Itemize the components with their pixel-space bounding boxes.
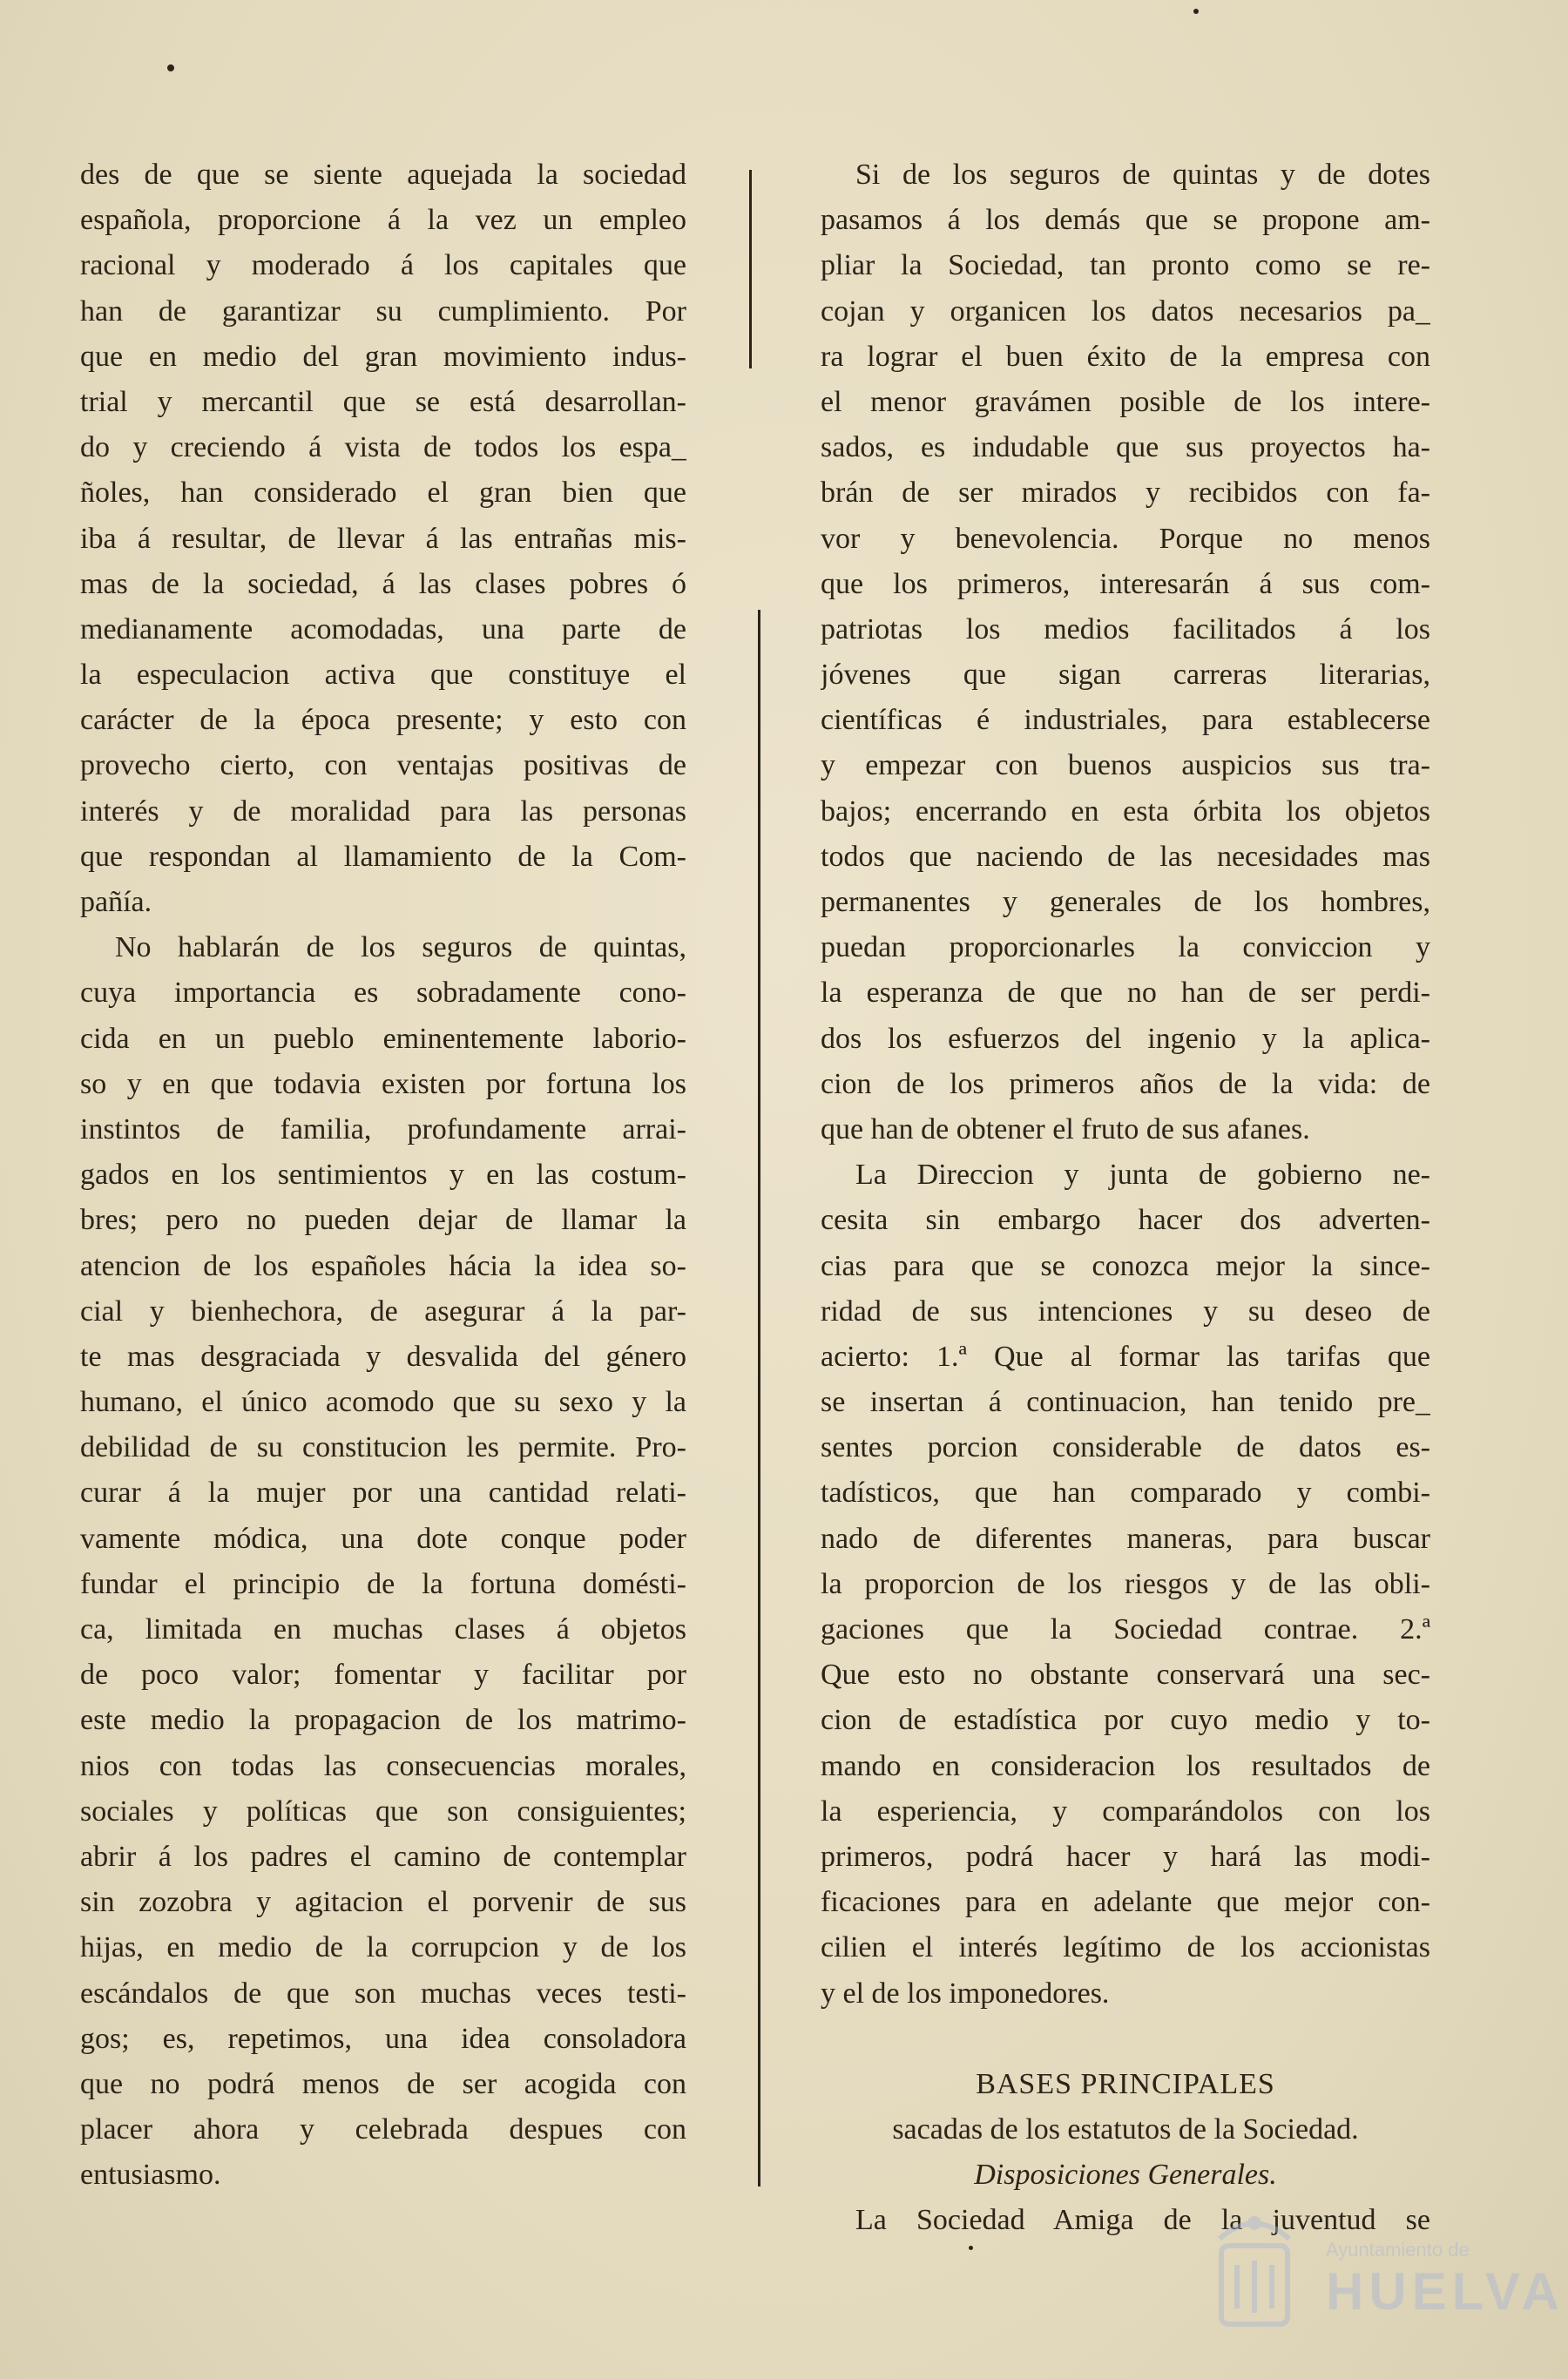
ink-speck — [167, 64, 174, 71]
text-line: bres; pero no pueden dejar de llamar la — [80, 1204, 686, 1237]
text-line: bajos; encerrando en esta órbita los objetos — [821, 794, 1430, 828]
text-line: so y en que todavia existen por fortuna los — [80, 1067, 686, 1100]
text-line: cion de estadística por cuyo medio y to- — [821, 1704, 1430, 1737]
text-line: y empezar con buenos auspicios sus tra- — [821, 749, 1430, 782]
text-line: pasamos á los demás que se propone am- — [821, 204, 1430, 237]
text-line: han de garantizar su cumplimiento. Por — [80, 294, 686, 328]
text-line: curar á la mujer por una cantidad relati- — [80, 1477, 686, 1510]
text-line: nios con todas las consecuencias morales, — [80, 1749, 686, 1782]
text-line: ficaciones para en adelante que mejor con- — [821, 1886, 1430, 1919]
text-line: cias para que se conozca mejor la since- — [821, 1249, 1430, 1282]
city-crest-icon — [1202, 2204, 1307, 2343]
text-line: y el de los imponedores. — [821, 1977, 1110, 2010]
text-line: ca, limitada en muchas clases á objetos — [80, 1613, 686, 1646]
text-line: este medio la propagacion de los matrimo- — [80, 1704, 686, 1737]
text-line: escándalos de que son muchas veces testi- — [80, 1977, 686, 2010]
text-line: española, proporcione á la vez un empleo — [80, 204, 686, 237]
watermark — [1202, 2204, 1565, 2343]
text-line: cion de los primeros años de la vida: de — [821, 1067, 1430, 1100]
text-line: vamente módica, una dote conque poder — [80, 1522, 686, 1555]
text-line: interés y de moralidad para las personas — [80, 794, 686, 828]
text-line: dos los esfuerzos del ingenio y la aplica- — [821, 1022, 1430, 1055]
text-line: trial y mercantil que se está desarrollan- — [80, 385, 686, 418]
watermark-line2: HUELVA — [1326, 2262, 1565, 2321]
text-line: gaciones que la Sociedad contrae. 2.ª — [821, 1613, 1430, 1646]
text-line: mando en consideracion los resultados de — [821, 1749, 1430, 1782]
text-line: que han de obtener el fruto de sus afanes. — [821, 1112, 1310, 1146]
text-line: el menor gravámen posible de los intere- — [821, 385, 1430, 418]
text-line: gos; es, repetimos, una idea consoladora — [80, 2022, 686, 2055]
section-heading: BASES PRINCIPALES — [976, 2067, 1275, 2100]
text-line: sociales y políticas que son consiguientes; — [80, 1794, 686, 1828]
text-line: pañía. — [80, 886, 152, 918]
text-line: brán de ser mirados y recibidos con fa- — [821, 476, 1430, 510]
text-line: placer ahora y celebrada despues con — [80, 2113, 686, 2146]
text-line: pliar la Sociedad, tan pronto como se re- — [821, 249, 1430, 282]
text-line: sentes porcion considerable de datos es- — [821, 1431, 1430, 1464]
text-line: humano, el único acomodo que su sexo y la — [80, 1386, 686, 1419]
left-text-column — [80, 152, 686, 2198]
text-line: todos que naciendo de las necesidades mas — [821, 840, 1430, 873]
text-line: sacadas de los estatutos de la Sociedad. — [892, 2113, 1359, 2146]
text-line: la especulacion activa que constituye el — [80, 659, 686, 692]
text-line: instintos de familia, profundamente arrai- — [80, 1112, 686, 1146]
text-line: atencion de los españoles hácia la idea so- — [80, 1249, 686, 1282]
text-line: que los primeros, interesarán á sus com- — [821, 567, 1430, 600]
text-line: primeros, podrá hacer y hará las modi- — [821, 1840, 1430, 1873]
text-line: sados, es indudable que sus proyectos ha- — [821, 431, 1430, 464]
text-line: cuya importancia es sobradamente cono- — [80, 977, 686, 1010]
text-line: cida en un pueblo eminentemente laborio- — [80, 1022, 686, 1055]
text-line: medianamente acomodadas, una parte de — [80, 612, 686, 645]
text-line: la esperiencia, y comparándolos con los — [821, 1794, 1430, 1828]
text-line: ridad de sus intenciones y su deseo de — [821, 1294, 1430, 1328]
text-line: ñoles, han considerado el gran bien que — [80, 476, 686, 510]
text-line: abrir á los padres el camino de contemplar — [80, 1840, 686, 1873]
text-line: te mas desgraciada y desvalida del género — [80, 1340, 686, 1373]
text-line: patriotas los medios facilitados á los — [821, 612, 1430, 645]
text-line: Que esto no obstante conservará una sec- — [821, 1659, 1430, 1692]
text-line: entusiasmo. — [80, 2159, 221, 2192]
text-line: Si de los seguros de quintas y de dotes — [855, 159, 1430, 191]
ink-speck — [969, 2246, 973, 2250]
text-line: sin zozobra y agitacion el porvenir de sus — [80, 1886, 686, 1919]
text-line: cilien el interés legítimo de los accionistas — [821, 1931, 1430, 1964]
text-line: provecho cierto, con ventajas positivas de — [80, 749, 686, 782]
text-line: de poco valor; fomentar y facilitar por — [80, 1659, 686, 1692]
text-line: debilidad de su constitucion les permite. Pro- — [80, 1431, 686, 1464]
text-line: la esperanza de que no han de ser perdi- — [821, 977, 1430, 1010]
text-line — [821, 2017, 1430, 2062]
text-line: que no podrá menos de ser acogida con — [80, 2067, 686, 2100]
column-rule-lower — [758, 610, 760, 2186]
text-line: hijas, en medio de la corrupcion y de los — [80, 1931, 686, 1964]
text-line: iba á resultar, de llevar á las entrañas mis- — [80, 522, 686, 555]
text-line: No hablarán de los seguros de quintas, — [115, 931, 686, 964]
watermark-line1: Ayuntamiento de — [1326, 2239, 1470, 2261]
text-line: cial y bienhechora, de asegurar á la par- — [80, 1294, 686, 1328]
ink-speck — [1193, 9, 1199, 14]
text-line: que respondan al llamamiento de la Com- — [80, 840, 686, 873]
text-line: nado de diferentes maneras, para buscar — [821, 1522, 1430, 1555]
text-line: fundar el principio de la fortuna domésti- — [80, 1567, 686, 1600]
text-line: racional y moderado á los capitales que — [80, 249, 686, 282]
text-line: mas de la sociedad, á las clases pobres ó — [80, 567, 686, 600]
text-line: cesita sin embargo hacer dos adverten- — [821, 1204, 1430, 1237]
text-line: científicas é industriales, para establecerse — [821, 704, 1430, 737]
text-line: do y creciendo á vista de todos los espa_ — [80, 431, 686, 464]
text-line: permanentes y generales de los hombres, — [821, 886, 1430, 918]
text-line: la proporcion de los riesgos y de las obli- — [821, 1567, 1430, 1600]
text-line: tadísticos, que han comparado y combi- — [821, 1477, 1430, 1510]
text-line: puedan proporcionarles la conviccion y — [821, 931, 1430, 964]
text-line: gados en los sentimientos y en las costum- — [80, 1159, 686, 1192]
column-rule-upper — [749, 170, 752, 368]
text-line: carácter de la época presente; y esto con — [80, 704, 686, 737]
text-line: que en medio del gran movimiento indus- — [80, 340, 686, 373]
text-line: se insertan á continuacion, han tenido pre_ — [821, 1386, 1430, 1419]
text-line: ra lograr el buen éxito de la empresa con — [821, 340, 1430, 373]
right-text-column — [821, 152, 1430, 2244]
text-line: jóvenes que sigan carreras literarias, — [821, 659, 1430, 692]
text-line: vor y benevolencia. Porque no menos — [821, 522, 1430, 555]
text-line: cojan y organicen los datos necesarios pa_ — [821, 294, 1430, 328]
text-line: des de que se siente aquejada la sociedad — [80, 159, 686, 191]
text-line: La Sociedad Amiga de la juventud se — [855, 2204, 1430, 2237]
text-line: acierto: 1.ª Que al formar las tarifas que — [821, 1340, 1430, 1373]
subsection-heading: Disposiciones Generales. — [974, 2159, 1277, 2192]
text-line: La Direccion y junta de gobierno ne- — [855, 1159, 1430, 1192]
